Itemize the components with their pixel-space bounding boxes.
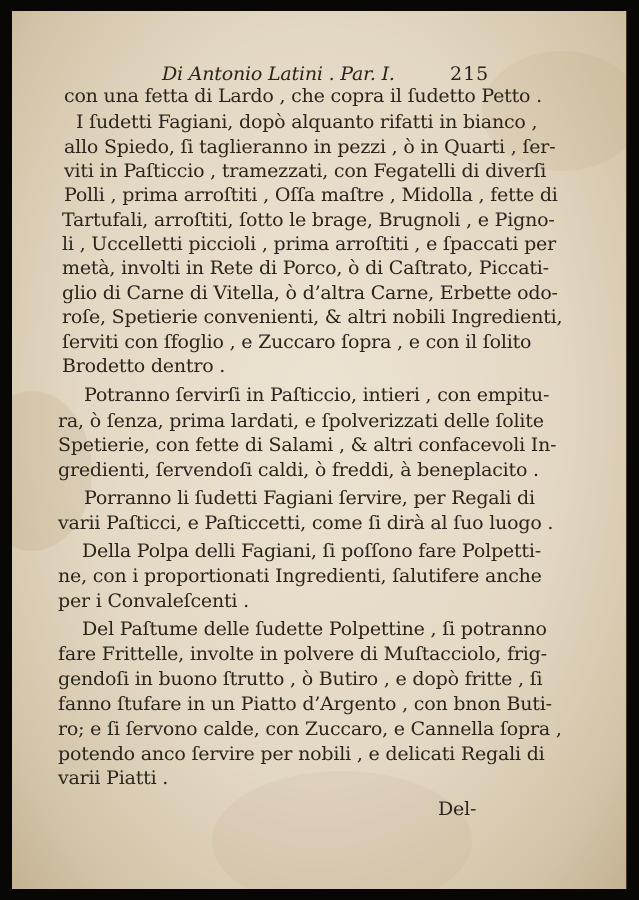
text-line: Del Paſtume delle ſudette Polpettine , ſi potranno	[82, 618, 547, 640]
text-line: varii Piatti .	[58, 767, 169, 789]
text-line: viti in Paſticcio , tramezzati, con Fegatelli di diverſi	[64, 160, 547, 182]
text-line: con una fetta di Lardo , che copra il ſudetto Petto .	[64, 85, 542, 107]
text-line: ro; e ſi ſervono calde, con Zuccaro, e Cannella ſopra ,	[58, 718, 562, 740]
page-number: 215	[450, 63, 490, 85]
text-line: ra, ò ſenza, prima lardati, e ſpolverizzati delle ſolite	[58, 410, 544, 432]
book-page	[12, 11, 627, 889]
text-line: Porranno li ſudetti Fagiani ſervire, per Regali di	[84, 487, 535, 509]
text-line: varii Paſticci, e Paſticcetti, come ſi dirà al ſuo luogo .	[58, 512, 554, 534]
text-line: Tartufali, arroſtiti, ſotto le brage, Brugnoli , e Pigno-	[62, 209, 555, 231]
text-line: per i Convaleſcenti .	[58, 590, 249, 612]
text-line: ne, con i proportionati Ingredienti, ſalutifere anche	[58, 565, 542, 587]
text-line: ſerviti con ſfoglio , e Zuccaro ſopra , e con il ſolito	[62, 331, 532, 353]
text-line: fanno ſtufare in un Piatto d’Argento , con bnon Buti-	[58, 693, 552, 715]
text-line: roſe, Spetierie convenienti, & altri nobili Ingredienti,	[62, 306, 563, 328]
text-line: Polli , prima arroſtiti , Oſſa maſtre , Midolla , fette di	[64, 184, 558, 206]
text-line: Della Polpa delli Fagiani, ſi poſſono fare Polpetti-	[82, 540, 541, 562]
text-line: Spetierie, con fette di Salami , & altri confacevoli In-	[58, 434, 557, 456]
catchword: Del-	[438, 798, 477, 820]
text-line: glio di Carne di Vitella, ò d’altra Carne, Erbette odo-	[62, 282, 558, 304]
text-line: li , Uccelletti piccioli , prima arroſtiti , e ſpaccati per	[62, 233, 556, 255]
text-line: metà, involti in Rete di Porco, ò di Caſtrato, Piccati-	[62, 257, 549, 279]
text-line: allo Spiedo, ſi taglieranno in pezzi , ò in Quarti , ſer-	[64, 136, 556, 158]
text-line: Brodetto dentro .	[62, 355, 226, 377]
page-text	[12, 11, 626, 889]
text-line: gredienti, ſervendoſi caldi, ò freddi, à beneplacito .	[58, 459, 539, 481]
text-line: fare Frittelle, involte in polvere di Muſtacciolo, frig-	[58, 643, 547, 665]
text-line: Potranno ſervirſi in Paſticcio, intieri , con empitu-	[84, 384, 550, 406]
text-line: potendo anco ſervire per nobili , e delicati Regali di	[58, 743, 545, 765]
text-line: gendoſi in buono ſtrutto , ò Butiro , e dopò fritte , ſi	[58, 668, 543, 690]
text-line: I ſudetti Fagiani, dopò alquanto rifatti in bianco ,	[76, 111, 538, 133]
running-title: Di Antonio Latini . Par. I.	[162, 63, 395, 85]
